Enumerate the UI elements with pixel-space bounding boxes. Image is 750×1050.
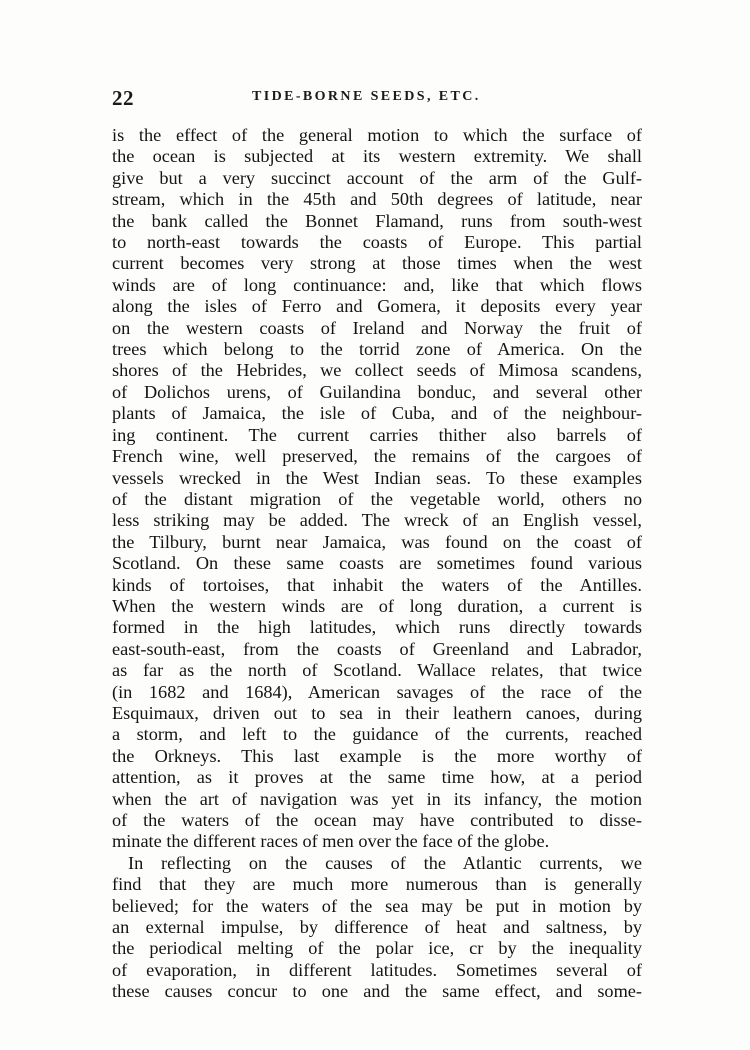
page-header [112, 86, 642, 112]
text-line: vessels wrecked in the West Indian seas. To these examples [112, 467, 642, 488]
text-line: of the distant migration of the vegetable world, others no [112, 488, 642, 509]
text-line: of Dolichos urens, of Guilandina bonduc, and several other [112, 381, 642, 402]
text-line: on the western coasts of Ireland and Norway the fruit of [112, 317, 642, 338]
text-line: When the western winds are of long duration, a current is [112, 595, 642, 616]
running-head: TIDE-BORNE SEEDS, ETC. [252, 89, 481, 104]
text-line: Esquimaux, driven out to sea in their leathern canoes, during [112, 702, 642, 723]
text-line: Scotland. On these same coasts are sometimes found various [112, 553, 642, 574]
text-line: along the isles of Ferro and Gomera, it deposits every year [112, 296, 642, 317]
text-line: of the waters of the ocean may have contributed to disse- [112, 810, 642, 830]
paragraph-first-line: In reflecting on the causes of the Atlantic currents, we [128, 852, 642, 873]
text-line: formed in the high latitudes, which runs directly towards [112, 617, 642, 638]
text-line: give but a very succinct account of the arm of the Gulf- [112, 167, 642, 188]
text-line: minate the different races of men over the face of the globe. [112, 831, 550, 852]
text-line: the Tilbury, burnt near Jamaica, was found on the coast of [112, 531, 642, 552]
text-line: the ocean is subjected at its western extremity. We shall [112, 146, 642, 167]
text-line: of evaporation, in different latitudes. Sometimes several of [112, 959, 642, 980]
text-line: the bank called the Bonnet Flamand, runs from south-west [112, 210, 642, 231]
body-text [112, 125, 642, 1003]
text-line: attention, as it proves at the same time how, at a period [112, 767, 642, 788]
text-line: a storm, and left to the guidance of the currents, reached [112, 724, 642, 745]
text-line: believed; for the waters of the sea may be put in motion by [112, 895, 642, 916]
text-line: is the effect of the general motion to which the surface of [112, 125, 642, 145]
text-line: the periodical melting of the polar ice, cr by the inequality [112, 938, 642, 959]
text-line: an external impulse, by difference of heat and saltness, by [112, 917, 642, 938]
text-line: less striking may be added. The wreck of an English vessel, [112, 510, 642, 531]
text-line: find that they are much more numerous than is generally [112, 874, 642, 895]
text-line: stream, which in the 45th and 50th degrees of latitude, near [112, 189, 642, 210]
text-line: French wine, well preserved, the remains of the cargoes of [112, 446, 642, 467]
text-line: to north-east towards the coasts of Europe. This partial [112, 232, 642, 253]
text-line: ing continent. The current carries thither also barrels of [112, 424, 642, 445]
text-line: east-south-east, from the coasts of Greenland and Labrador, [112, 638, 642, 659]
text-line: these causes concur to one and the same effect, and some- [112, 981, 642, 1002]
text-line: trees which belong to the torrid zone of America. On the [112, 339, 642, 360]
text-line: kinds of tortoises, that inhabit the waters of the Antilles. [112, 574, 642, 595]
text-line: plants of Jamaica, the isle of Cuba, and of the neighbour- [112, 403, 642, 424]
text-line: as far as the north of Scotland. Wallace relates, that twice [112, 660, 642, 681]
text-line: current becomes very strong at those times when the west [112, 253, 642, 274]
text-line: (in 1682 and 1684), American savages of the race of the [112, 681, 642, 702]
text-line: shores of the Hebrides, we collect seeds of Mimosa scandens, [112, 360, 642, 381]
page-number: 22 [112, 86, 134, 110]
text-line: when the art of navigation was yet in its infancy, the motion [112, 788, 642, 809]
text-line: winds are of long continuance: and, like that which flows [112, 274, 642, 295]
text-line: the Orkneys. This last example is the more worthy of [112, 745, 642, 766]
